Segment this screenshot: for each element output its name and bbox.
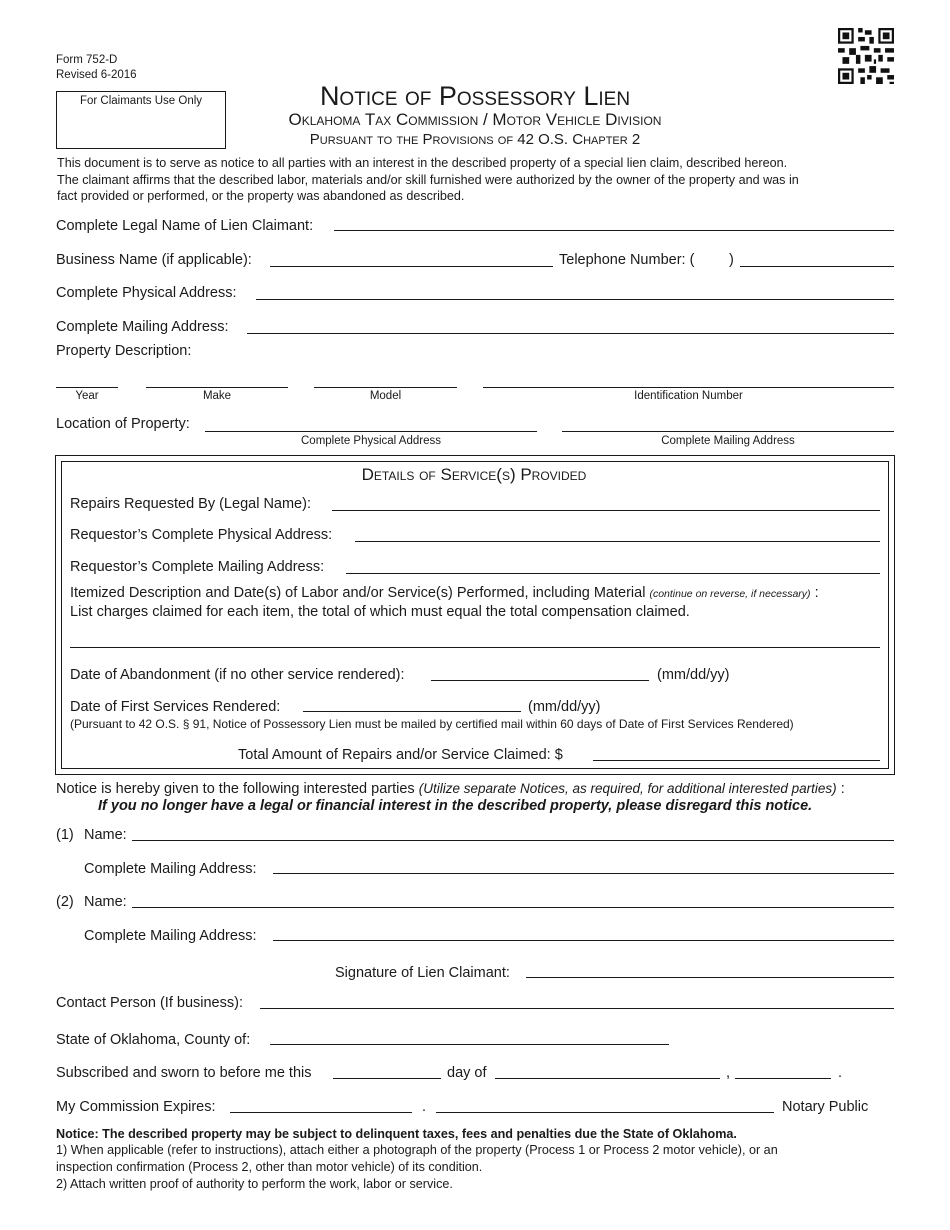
mailing-address-label: Complete Mailing Address:: [56, 319, 229, 335]
location-mailing-field[interactable]: [562, 431, 894, 432]
sworn-comma: ,: [726, 1065, 731, 1081]
requestor-physical-label: Requestor’s Complete Physical Address:: [70, 527, 333, 543]
claimants-box-label: For Claimants Use Only: [79, 95, 203, 107]
revision-date: Revised 6-2016: [56, 69, 137, 81]
itemized-description-field[interactable]: [70, 647, 880, 648]
intro-line-3: fact provided or performed, or the property was abandoned as described.: [57, 189, 465, 203]
disregard-notice: If you no longer have a legal or financial interest in the described property, please disregard this notice.: [98, 798, 813, 814]
sworn-day-field[interactable]: [333, 1078, 441, 1079]
property-description-label: Property Description:: [56, 343, 192, 359]
year-caption: Year: [75, 390, 99, 402]
party-2-number: (2): [56, 894, 74, 910]
telephone-label: Telephone Number: (: [559, 252, 695, 268]
legal-name-field[interactable]: [334, 230, 894, 231]
physical-address-field[interactable]: [256, 299, 894, 300]
footer-item-1a: 1) When applicable (refer to instructions), attach either a photograph of the property (Process 1 or Process 2 motor vehicle), or an: [56, 1143, 778, 1157]
itemized-description-label: [70, 585, 819, 603]
party-1-mailing-label: Complete Mailing Address:: [84, 861, 257, 877]
total-amount-label: Total Amount of Repairs and/or Service Claimed: $: [238, 747, 563, 763]
sworn-label: Subscribed and sworn to before me this: [56, 1065, 312, 1081]
notary-signature-field[interactable]: [436, 1112, 774, 1113]
sworn-year-field[interactable]: [735, 1078, 831, 1079]
mailing-address-field[interactable]: [247, 333, 894, 334]
legal-name-label: Complete Legal Name of Lien Claimant:: [56, 218, 314, 234]
commission-expires-label: My Commission Expires:: [56, 1099, 216, 1115]
requested-by-label: Repairs Requested By (Legal Name):: [70, 496, 311, 512]
page-title: Notice of Possessory Lien: [319, 81, 631, 111]
model-field[interactable]: [314, 387, 457, 388]
requestor-physical-field[interactable]: [355, 541, 880, 542]
party-1-name-field[interactable]: [132, 840, 894, 841]
party-2-name-label: Name:: [84, 894, 127, 910]
signature-field[interactable]: [526, 977, 894, 978]
interested-parties-notice: [56, 780, 845, 798]
party-2-name-field[interactable]: [132, 907, 894, 908]
requestor-mailing-label: Requestor’s Complete Mailing Address:: [70, 559, 325, 575]
sworn-period: .: [838, 1065, 843, 1081]
party-1-mailing-field[interactable]: [273, 873, 894, 874]
form-number: Form 752-D: [56, 54, 118, 66]
physical-address-label: Complete Physical Address:: [56, 285, 237, 301]
signature-label: Signature of Lien Claimant:: [335, 965, 510, 981]
telephone-field[interactable]: [740, 266, 894, 267]
model-caption: Model: [369, 390, 402, 402]
itemized-note: (continue on reverse, if necessary): [649, 588, 811, 600]
location-physical-field[interactable]: [205, 431, 537, 432]
make-caption: Make: [202, 390, 232, 402]
commission-expires-field[interactable]: [230, 1112, 412, 1113]
page-subtitle: Oklahoma Tax Commission / Motor Vehicle Division: [288, 110, 662, 129]
intro-line-2: The claimant affirms that the described labor, materials and/or skill furnished were authorized by the owner of the property and was in: [57, 173, 799, 187]
party-1-name-label: Name:: [84, 827, 127, 843]
intro-line-1: This document is to serve as notice to all parties with an interest in the described property of a special lien claim, described hereon.: [57, 156, 788, 170]
business-name-field[interactable]: [270, 266, 553, 267]
abandonment-date-label: Date of Abandonment (if no other service rendered):: [70, 667, 405, 683]
notary-public-label: Notary Public: [782, 1099, 869, 1115]
requested-by-field[interactable]: [332, 510, 880, 511]
identification-number-field[interactable]: [483, 387, 894, 388]
footer-item-2: 2) Attach written proof of authority to perform the work, labor or service.: [56, 1177, 453, 1191]
itemized-colon: :: [814, 585, 819, 601]
first-services-date-field[interactable]: [303, 711, 521, 712]
day-of-label: day of: [447, 1065, 487, 1081]
abandonment-date-field[interactable]: [431, 680, 649, 681]
first-services-date-format: (mm/dd/yy): [528, 699, 601, 715]
year-field[interactable]: [56, 387, 118, 388]
itemized-line-2: List charges claimed for each item, the total of which must equal the total compensation claimed.: [70, 604, 690, 620]
itemized-line-1: Itemized Description and Date(s) of Labor and/or Service(s) Performed, including Material: [70, 585, 646, 601]
abandonment-date-format: (mm/dd/yy): [657, 667, 730, 683]
sworn-month-field[interactable]: [495, 1078, 720, 1079]
requestor-mailing-field[interactable]: [346, 573, 880, 574]
commission-dot: .: [422, 1099, 427, 1115]
first-services-date-label: Date of First Services Rendered:: [70, 699, 281, 715]
notice-given-note: (Utilize separate Notices, as required, for additional interested parties): [418, 781, 837, 796]
total-amount-field[interactable]: [593, 760, 880, 761]
location-mailing-caption: Complete Mailing Address: [661, 435, 795, 447]
location-label: Location of Property:: [56, 416, 190, 432]
business-name-label: Business Name (if applicable):: [56, 252, 252, 268]
make-field[interactable]: [146, 387, 288, 388]
service-section-title: Details of Service(s) Provided: [361, 465, 587, 484]
identification-number-caption: Identification Number: [634, 390, 743, 402]
footer-item-1b: inspection confirmation (Process 2, other than motor vehicle) of its condition.: [56, 1160, 483, 1174]
county-field[interactable]: [270, 1044, 669, 1045]
party-1-number: (1): [56, 827, 74, 843]
qr-code-icon: [838, 28, 894, 84]
state-county-label: State of Oklahoma, County of:: [56, 1032, 251, 1048]
statute-note: (Pursuant to 42 O.S. § 91, Notice of Possessory Lien must be mailed by certified mail within 60 days of Date of First Services Rendered): [70, 717, 794, 731]
notice-given-text: Notice is hereby given to the following interested parties: [56, 781, 415, 797]
party-2-mailing-label: Complete Mailing Address:: [84, 928, 257, 944]
page-subtitle-statute: Pursuant to the Provisions of 42 O.S. Chapter 2: [309, 131, 641, 148]
party-2-mailing-field[interactable]: [273, 940, 894, 941]
contact-person-field[interactable]: [260, 1008, 894, 1009]
notice-given-colon: :: [840, 781, 845, 797]
location-physical-caption: Complete Physical Address: [301, 435, 441, 447]
contact-person-label: Contact Person (If business):: [56, 995, 243, 1011]
telephone-paren-close: ): [729, 252, 734, 268]
footer-notice: Notice: The described property may be subject to delinquent taxes, fees and penalties due the State of Oklahoma.: [56, 1127, 737, 1141]
